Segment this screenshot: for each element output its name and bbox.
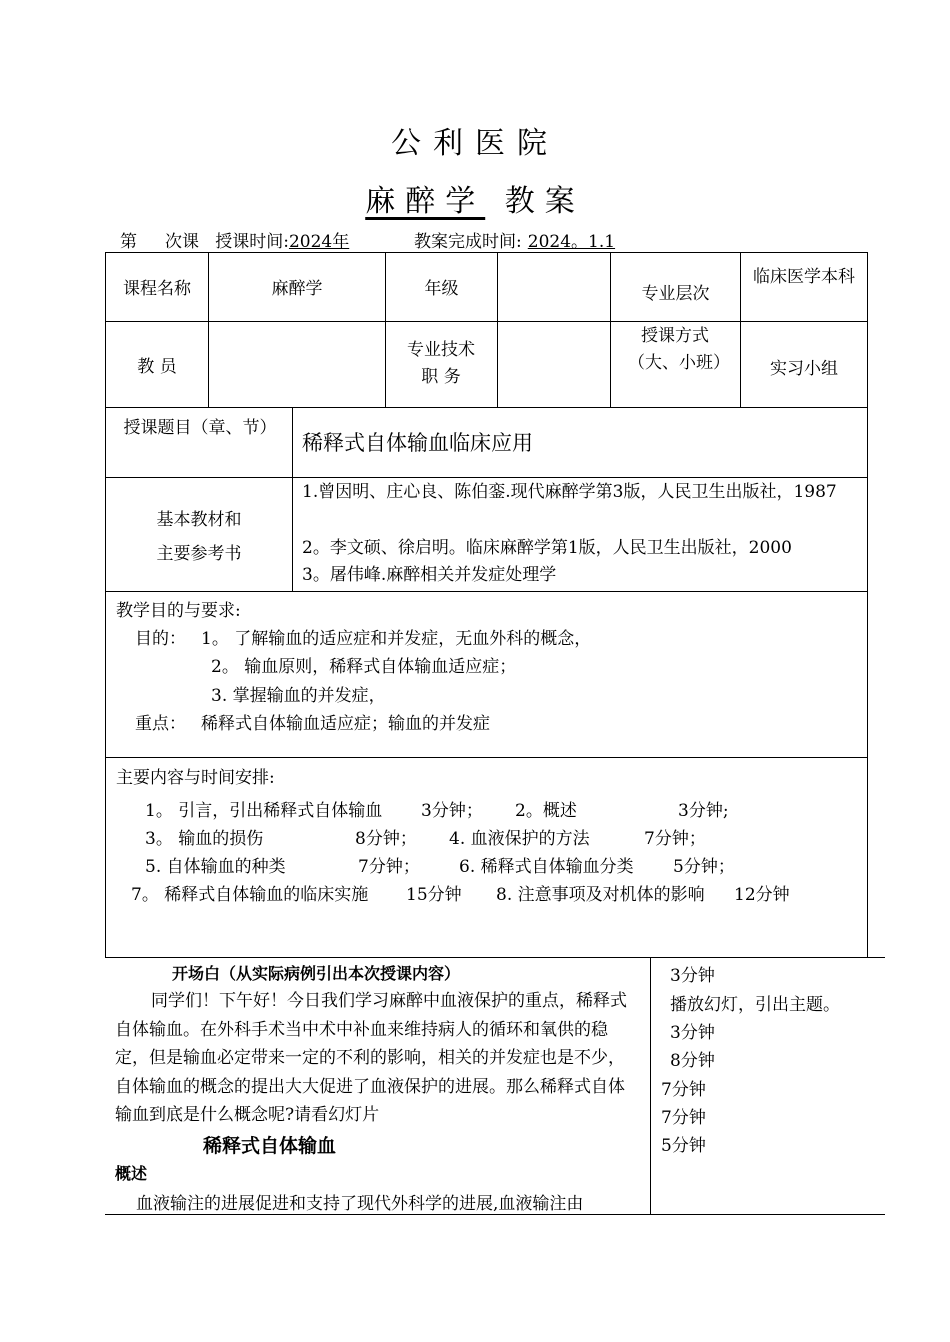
schedule-item-7: 7。 稀释式自体输血的临床实施 <box>131 885 369 905</box>
schedule-item-1: 1。 引言，引出稀释式自体输血 <box>145 801 383 821</box>
time-label: 授课时间: <box>215 232 289 252</box>
schedule-item-3: 3。 输血的损伤 <box>145 829 264 849</box>
refs-label-2: 主要参考书 <box>156 544 242 564</box>
schedule-item-5: 5. 自体输血的种类 <box>145 857 286 877</box>
schedule-item-2: 2。概述 <box>515 801 577 821</box>
goal-2: 2。 输血原则，稀释式自体输血适应症； <box>211 657 517 677</box>
schedule-item-6: 6. 稀释式自体输血分类 <box>459 857 634 877</box>
schedule-time-4: 7分钟； <box>644 829 706 849</box>
goal-3: 3. 掌握输血的并发症， <box>211 686 386 706</box>
lesson-prefix: 第 <box>120 232 137 252</box>
method-value: 实习小组 <box>770 359 838 379</box>
method-label: 授课方式（大、小班） <box>628 326 730 373</box>
completion-value: 2024。1.1 <box>527 232 616 252</box>
refs-label-1: 基本教材和 <box>156 510 242 530</box>
side-note-1: 3分钟 <box>670 966 715 986</box>
course-plan-title <box>0 176 950 220</box>
schedule-time-6: 5分钟； <box>673 857 735 877</box>
major-level-label: 专业层次 <box>641 284 710 304</box>
side-note-2: 播放幻灯，引出主题。 <box>670 995 840 1015</box>
schedule-heading: 主要内容与时间安排: <box>116 768 275 788</box>
reference-2: 2。李文硕、徐启明。临床麻醉学第1版，人民卫生出版社，2000 <box>302 538 792 558</box>
opening-heading: 开场白（从实际病例引出本次授课内容） <box>172 964 461 983</box>
title-label: 专业技术职 务 <box>407 340 475 387</box>
overview-heading: 概述 <box>115 1164 148 1183</box>
major-level-value: 临床医学本科 <box>753 267 855 287</box>
side-note-6: 7分钟 <box>661 1108 706 1128</box>
schedule-time-8: 12分钟 <box>734 885 790 905</box>
reference-1: 1.曾因明、庄心良、陈伯銮.现代麻醉学第3版，人民卫生出版社，1987 <box>302 482 837 502</box>
lesson-suffix: 次课 <box>165 232 199 252</box>
schedule-time-3: 8分钟； <box>355 829 417 849</box>
schedule-time-2: 3分钟; <box>678 801 729 821</box>
opening-text: 同学们！下午好！今日我们学习麻醉中血液保护的重点，稀释式自体输血。在外科手术当中术中补血来维持病人的循环和氧供的稳定，但是输血必定带来一定的不利的影响，相关的并发症也是不少，自体输血的概念的提出大大促进了血液保护的进展。那么稀释式自体输血到底是什么概念呢?请看幻灯片 <box>115 991 627 1125</box>
course-name-value: 麻醉学 <box>271 279 323 299</box>
side-note-4: 8分钟 <box>670 1051 715 1071</box>
plan-label: 教案 <box>504 184 585 219</box>
side-note-5: 7分钟 <box>661 1080 706 1100</box>
reference-3: 3。屠伟峰.麻醉相关并发症处理学 <box>302 565 557 585</box>
key-value: 稀释式自体输血适应症；输血的并发症 <box>201 714 490 734</box>
side-note-3: 3分钟 <box>670 1023 715 1043</box>
goal-label: 目的： <box>135 629 186 649</box>
teacher-label: 教 员 <box>137 357 177 377</box>
schedule-time-7: 15分钟 <box>406 885 462 905</box>
side-note-7: 5分钟 <box>661 1136 706 1156</box>
goal-1: 1。 了解输血的适应症和并发症，无血外科的概念， <box>201 629 592 649</box>
body-bottom-rule <box>105 1214 885 1215</box>
key-label: 重点： <box>135 714 186 734</box>
lesson-meta <box>120 227 651 252</box>
topic-value: 稀释式自体输血临床应用 <box>302 431 533 455</box>
grade-label: 年级 <box>424 279 459 299</box>
topic-label: 授课题目（章、节） <box>123 418 277 438</box>
schedule-item-8: 8. 注意事项及对机体的影响 <box>496 885 705 905</box>
overview-text: 血液输注的进展促进和支持了现代外科学的进展,血液输注由 <box>136 1194 584 1214</box>
schedule-time-5: 7分钟； <box>358 857 420 877</box>
schedule-time-1: 3分钟； <box>421 801 483 821</box>
section-title: 稀释式自体输血 <box>203 1135 337 1157</box>
objectives-heading: 教学目的与要求: <box>116 601 241 621</box>
course-name-label: 课程名称 <box>123 279 191 299</box>
completion-label: 教案完成时间: <box>414 232 522 252</box>
time-value: 2024年 <box>288 232 350 252</box>
course-name-title: 麻醉学 <box>365 184 486 219</box>
schedule-item-4: 4. 血液保护的方法 <box>449 829 590 849</box>
hospital-title: 公利医院 <box>391 126 559 161</box>
notes-divider <box>650 957 651 1215</box>
